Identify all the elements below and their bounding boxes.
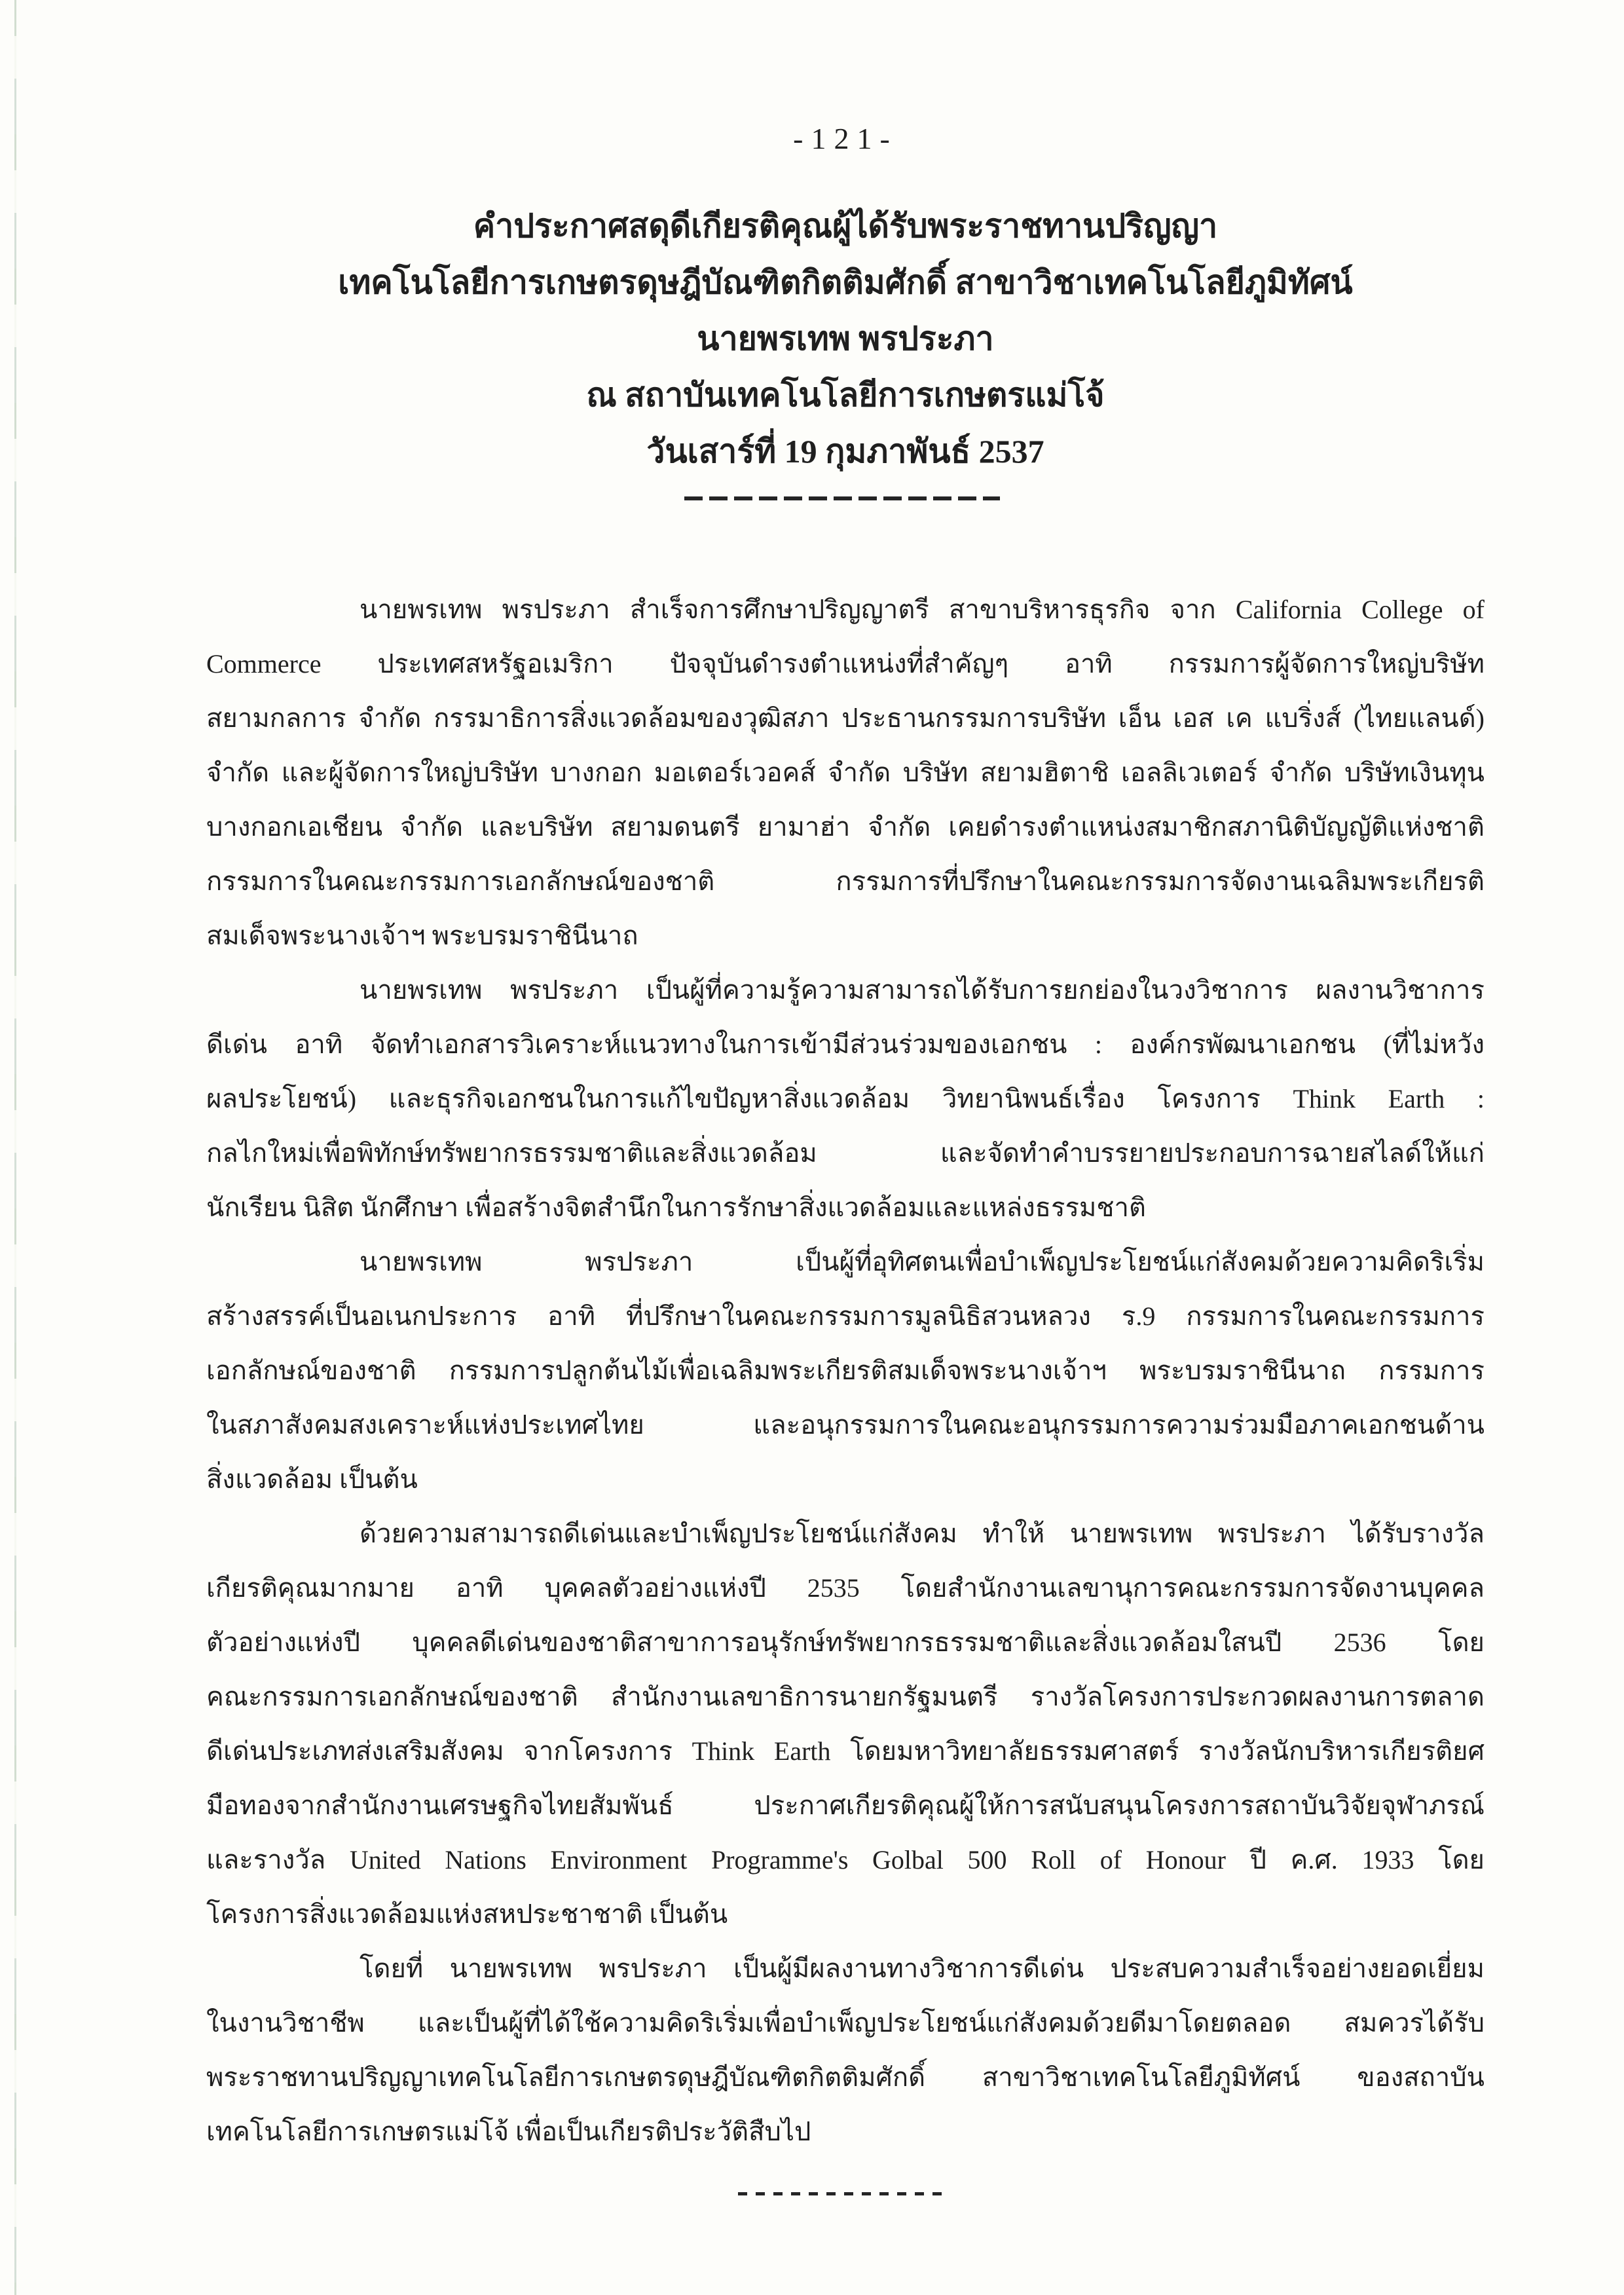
body-line: Commerce ประเทศสหรัฐอเมริกา ปัจจุบันดำรงตำแหน่งที่สำคัญๆ อาทิ กรรมการผู้จัดการใหญ่บริษัท xyxy=(206,649,1485,679)
body-line: สิ่งแวดล้อม เป็นต้น xyxy=(206,1465,418,1494)
body-line: ด้วยความสามารถดีเด่นและบำเพ็ญประโยชน์แก่สังคม ทำให้ นายพรเทพ พรประภา ได้รับรางวัล xyxy=(360,1519,1485,1548)
body-line: มือทองจากสำนักงานเศรษฐกิจไทยสัมพันธ์ ประกาศเกียรติคุณผู้ให้การสนับสนุนโครงการสถาบันวิจัยจุฬาภรณ์ xyxy=(206,1791,1485,1820)
body-line: คณะกรรมการเอกลักษณ์ของชาติ สำนักงานเลขาธิการนายกรัฐมนตรี รางวัลโครงการประกวดผลงานการตลาด xyxy=(206,1682,1485,1711)
dashed-separator-top xyxy=(684,496,1000,500)
body-line: นายพรเทพ พรประภา เป็นผู้ที่อุทิศตนเพื่อบำเพ็ญประโยชน์แก่สังคมด้วยความคิดริเริ่ม xyxy=(360,1247,1485,1277)
body-line: เอกลักษณ์ของชาติ กรรมการปลูกต้นไม้เพื่อเฉลิมพระเกียรติสมเด็จพระนางเจ้าฯ พระบรมราชินีนาถ กรรมการ xyxy=(206,1356,1485,1385)
body-line: ผลประโยชน์) และธุรกิจเอกชนในการแก้ไขปัญหาสิ่งแวดล้อม วิทยานิพนธ์เรื่อง โครงการ Think Earth : xyxy=(206,1084,1485,1113)
title-line-institute: ณ สถาบันเทคโนโลยีการเกษตรแม่โจ้ xyxy=(586,377,1105,413)
body-line: ในงานวิชาชีพ และเป็นผู้ที่ได้ใช้ความคิดริเริ่มเพื่อบำเพ็ญประโยชน์แก่สังคมด้วยดีมาโดยตลอด สมควรได้รับ xyxy=(206,2008,1485,2038)
body-line: สร้างสรรค์เป็นอเนกประการ อาทิ ที่ปรึกษาในคณะกรรมการมูลนิธิสวนหลวง ร.9 กรรมการในคณะกรรมการ xyxy=(206,1301,1485,1331)
body-line: ดีเด่น อาทิ จัดทำเอกสารวิเคราะห์แนวทางในการเข้ามีส่วนร่วมของเอกชน : องค์กรพัฒนาเอกชน (ที่ไม่หวัง xyxy=(206,1030,1485,1059)
body-line: สยามกลการ จำกัด กรรมาธิการสิ่งแวดล้อมของวุฒิสภา ประธานกรรมการบริษัท เอ็น เอส เค แบริ่งส์ (ไทยแลนด์) xyxy=(206,703,1485,733)
body-line: นายพรเทพ พรประภา สำเร็จการศึกษาปริญญาตรี สาขาบริหารธุรกิจ จาก California College of xyxy=(360,595,1485,624)
citation-body xyxy=(206,582,1485,2159)
body-line: สมเด็จพระนางเจ้าฯ พระบรมราชินีนาถ xyxy=(206,921,638,950)
body-line: กลไกใหม่เพื่อพิทักษ์ทรัพยากรธรรมชาติและสิ่งแวดล้อม และจัดทำคำบรรยายประกอบการฉายสไลด์ให้แก่ xyxy=(206,1138,1485,1168)
body-line: นายพรเทพ พรประภา เป็นผู้ที่ความรู้ความสามารถได้รับการยกย่องในวงวิชาการ ผลงานวิชาการ xyxy=(360,975,1485,1005)
body-line: และรางวัล United Nations Environment Programme's Golbal 500 Roll of Honour ปี ค.ศ. 1933 โดย xyxy=(206,1845,1485,1875)
body-line: บางกอกเอเชียน จำกัด และบริษัท สยามดนตรี ยามาฮ่า จำกัด เคยดำรงตำแหน่งสมาชิกสภานิติบัญญัติแห่งชาติ xyxy=(206,812,1485,842)
body-line: พระราชทานปริญญาเทคโนโลยีการเกษตรดุษฎีบัณฑิตกิตติมศักดิ์ สาขาวิชาเทคโนโลยีภูมิทัศน์ ของสถาบัน xyxy=(206,2062,1485,2092)
title-line-recipient-name: นายพรเทพ พรประภา xyxy=(697,320,994,357)
title-line-degree: เทคโนโลยีการเกษตรดุษฎีบัณฑิตกิตติมศักดิ์ สาขาวิชาเทคโนโลยีภูมิทัศน์ xyxy=(338,264,1353,301)
page-number: -121- xyxy=(793,122,898,155)
title-line-proclamation: คำประกาศสดุดีเกียรติคุณผู้ได้รับพระราชทานปริญญา xyxy=(473,208,1218,244)
body-line: จำกัด และผู้จัดการใหญ่บริษัท บางกอก มอเตอร์เวอคส์ จำกัด บริษัท สยามฮิตาชิ เอลลิเวเตอร์ จำกัด บริษัทเงินทุน xyxy=(206,758,1485,787)
body-line: โดยที่ นายพรเทพ พรประภา เป็นผู้มีผลงานทางวิชาการดีเด่น ประสบความสำเร็จอย่างยอดเยี่ยม xyxy=(360,1954,1485,1983)
dashed-separator-bottom xyxy=(738,2192,948,2195)
body-line: ในสภาสังคมสงเคราะห์แห่งประเทศไทย และอนุกรรมการในคณะอนุกรรมการความร่วมมือภาคเอกชนด้าน xyxy=(206,1410,1485,1440)
body-line: เทคโนโลยีการเกษตรแม่โจ้ เพื่อเป็นเกียรติประวัติสืบไป xyxy=(206,2117,811,2146)
body-line: ตัวอย่างแห่งปี บุคคลดีเด่นของชาติสาขาการอนุรักษ์ทรัพยากรธรรมชาติและสิ่งแวดล้อมใสนปี 2536 โดย xyxy=(206,1628,1485,1657)
body-line: กรรมการในคณะกรรมการเอกลักษณ์ของชาติ กรรมการที่ปรึกษาในคณะกรรมการจัดงานเฉลิมพระเกียรติ xyxy=(206,867,1485,896)
title-line-date: วันเสาร์ที่ 19 กุมภาพันธ์ 2537 xyxy=(646,433,1044,470)
body-line: เกียรติคุณมากมาย อาทิ บุคคลตัวอย่างแห่งปี 2535 โดยสำนักงานเลขานุการคณะกรรมการจัดงานบุคคล xyxy=(206,1573,1485,1603)
body-line: โครงการสิ่งแวดล้อมแห่งสหประชาชาติ เป็นต้น xyxy=(206,1899,728,1929)
scan-edge-artifact xyxy=(14,0,16,2295)
body-line: นักเรียน นิสิต นักศึกษา เพื่อสร้างจิตสำนึกในการรักษาสิ่งแวดล้อมและแหล่งธรรมชาติ xyxy=(206,1193,1146,1222)
body-line: ดีเด่นประเภทส่งเสริมสังคม จากโครงการ Think Earth โดยมหาวิทยาลัยธรรมศาสตร์ รางวัลนักบริหารเกียรติยศ xyxy=(206,1736,1485,1766)
document-title-block xyxy=(206,198,1485,479)
